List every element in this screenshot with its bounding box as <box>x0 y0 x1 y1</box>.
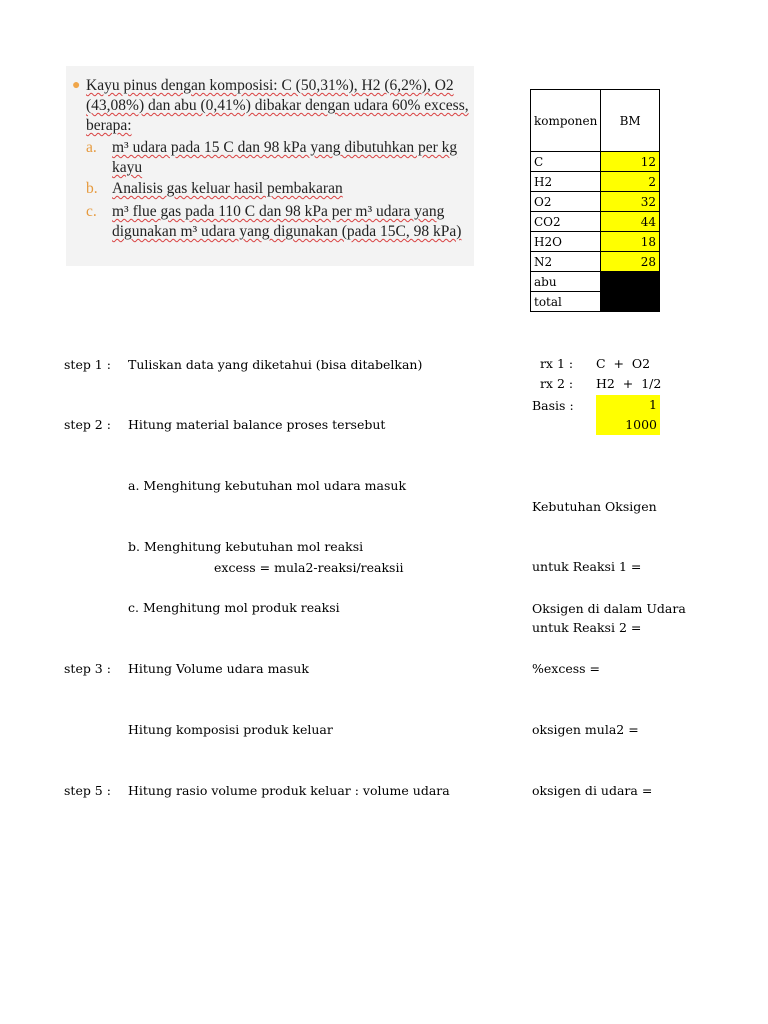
step-label: step 1 : <box>64 356 111 372</box>
step-text: Hitung Volume udara masuk <box>128 661 309 677</box>
basis-value-2: 1000 <box>596 415 660 435</box>
item-marker: a. <box>86 139 97 156</box>
step-label <box>64 720 128 740</box>
table-row <box>531 212 660 232</box>
reaction-label: rx 2 : <box>539 376 574 392</box>
bm-table <box>530 89 660 312</box>
cell-bm: 32 <box>601 192 660 212</box>
cell-bm: 12 <box>601 152 660 172</box>
reaction-label: rx 1 : <box>539 356 574 372</box>
cell-bm: 44 <box>601 212 660 232</box>
table-row <box>531 272 660 292</box>
table-row <box>531 252 660 272</box>
bm-table-container <box>530 89 660 314</box>
reaction-equation: H2 + 1/2 <box>596 376 662 392</box>
basis-label: Basis : <box>532 398 574 413</box>
reaction-2 <box>532 354 660 395</box>
step-label <box>64 476 128 496</box>
cell-bm: 2 <box>601 172 660 192</box>
step-label <box>64 537 128 557</box>
step-text: Hitung komposisi produk keluar <box>128 721 333 737</box>
reaction-equation: C + O2 <box>596 356 651 372</box>
step-text: b. Menghitung kebutuhan mol reaksi <box>128 539 364 555</box>
problem-intro: Kayu pinus dengan komposisi: C (50,31%), H2 (6,2%), O2 (43,08%) dan abu (0,41%) dibakar dengan udara 60% excess, berapa: <box>86 77 469 134</box>
step-text: a. Menghitung kebutuhan mol udara masuk <box>128 478 407 494</box>
problem-statement <box>66 66 474 266</box>
cell-bm <box>601 272 660 292</box>
oxygen-air-excess: %excess = <box>532 661 600 677</box>
step-label: step 2 : <box>64 417 111 433</box>
oxygen-air-in-air: oksigen di udara = <box>532 783 653 799</box>
table-row <box>531 292 660 312</box>
cell-component: O2 <box>531 192 601 212</box>
step-text: Hitung rasio volume produk keluar : volume udara <box>128 782 450 798</box>
step-label <box>64 598 128 618</box>
item-text: Analisis gas keluar hasil pembakaran <box>112 180 343 197</box>
table-row <box>531 192 660 212</box>
step-text: Hitung material balance proses tersebut <box>128 417 386 433</box>
header-bm: BM <box>601 90 660 152</box>
bullet-icon: ● <box>72 78 81 93</box>
step-labels <box>64 314 128 821</box>
item-marker: c. <box>86 203 97 220</box>
oxygen-air-initial: oksigen mula2 = <box>532 722 639 738</box>
oxygen-need-r2: untuk Reaksi 2 = <box>532 620 642 636</box>
table-row <box>531 152 660 172</box>
table-row <box>531 172 660 192</box>
step-label: step 3 : <box>64 661 111 677</box>
oxygen-need-title: Kebutuhan Oksigen <box>532 498 657 514</box>
item-text: m³ udara pada 15 C dan 98 kPa yang dibutuhkan per kg kayu <box>112 139 458 176</box>
table-row <box>531 232 660 252</box>
item-text: m³ flue gas pada 110 C dan 98 kPa per m³ udara yang digunakan m³ udara yang digunakan (pada 15C, 98 kPa) <box>112 203 462 240</box>
cell-component: H2 <box>531 172 601 192</box>
table-header-row <box>531 90 660 152</box>
cell-bm: 18 <box>601 232 660 252</box>
item-marker: b. <box>86 180 98 197</box>
oxygen-need-r1: untuk Reaksi 1 = <box>532 559 642 575</box>
header-komponen: komponen <box>531 90 601 152</box>
cell-bm <box>601 292 660 312</box>
oxygen-air-title: Oksigen di dalam Udara <box>532 600 686 616</box>
excess-formula: excess = mula2-reaksi/reaksii <box>214 560 404 575</box>
cell-component: C <box>531 152 601 172</box>
oxygen-air-block <box>532 558 686 822</box>
cell-component: total <box>531 292 601 312</box>
basis-value-1: 1 <box>596 395 660 415</box>
cell-component: CO2 <box>531 212 601 232</box>
step-label: step 5 : <box>64 782 111 798</box>
step-text: Tuliskan data yang diketahui (bisa ditabelkan) <box>128 356 423 372</box>
cell-bm: 28 <box>601 252 660 272</box>
cell-component: abu <box>531 272 601 292</box>
step-text: c. Menghitung mol produk reaksi <box>128 600 340 616</box>
cell-component: N2 <box>531 252 601 272</box>
cell-component: H2O <box>531 232 601 252</box>
